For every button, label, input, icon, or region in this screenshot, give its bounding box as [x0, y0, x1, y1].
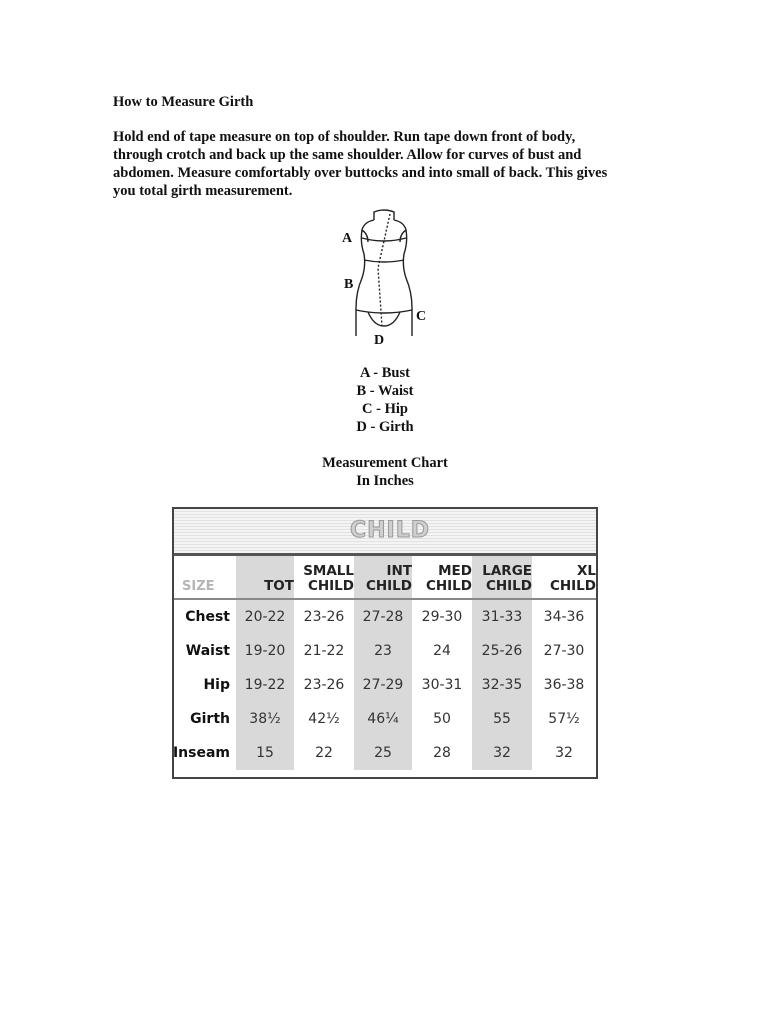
legend-item: D - Girth: [356, 419, 414, 435]
column-header: [412, 556, 472, 600]
chart-subtitle-line: In Inches: [356, 473, 414, 489]
chart-title: [0, 454, 770, 490]
table-cell: 25-26: [472, 634, 532, 668]
column-header: [236, 556, 294, 600]
table-cell: 23-26: [303, 608, 345, 625]
table-cell: 22: [315, 744, 333, 761]
row-label: Chest: [185, 608, 230, 625]
table-cell: 15: [236, 736, 294, 770]
table-cell: 29-30: [421, 608, 463, 625]
size-chart-grid: [174, 556, 596, 777]
table-cell: 32: [555, 744, 573, 761]
figure-label-a: A: [342, 231, 353, 246]
legend-item: B - Waist: [356, 383, 414, 399]
column-header-line: INT: [386, 563, 412, 579]
figure-label-b: B: [344, 277, 354, 292]
column-header-line: CHILD: [485, 578, 532, 594]
column-header: [294, 556, 354, 600]
column-header-line: LARGE: [482, 563, 532, 579]
column-header: [354, 556, 412, 600]
table-cell: 32-35: [472, 668, 532, 702]
banner-title: CHILD: [350, 518, 431, 543]
table-cell: 42½: [308, 710, 340, 727]
table-cell: 32: [472, 736, 532, 770]
size-column-label: SIZE: [174, 556, 236, 600]
dress-form-illustration: [338, 208, 430, 348]
column-header-line: CHILD: [549, 578, 596, 594]
column-header-line: MED: [438, 563, 472, 579]
instruction-line: Hold end of tape measure on top of shoulder. Run tape down front of body,: [113, 129, 576, 145]
column-header: [472, 556, 532, 600]
table-cell: 21-22: [303, 642, 345, 659]
table-cell: 19-20: [236, 634, 294, 668]
column-header-line: SMALL: [303, 563, 354, 579]
table-cell: 23-26: [303, 676, 345, 693]
table-cell: 46¼: [354, 702, 412, 736]
table-cell: 30-31: [421, 676, 463, 693]
table-cell: 57½: [548, 710, 580, 727]
column-header-line: CHILD: [365, 578, 412, 594]
table-cell: 20-22: [236, 600, 294, 634]
row-label: Hip: [203, 676, 230, 693]
size-chart-table: [172, 507, 598, 779]
column-header-line: CHILD: [425, 578, 472, 594]
instruction-line: through crotch and back up the same shoulder. Allow for curves of bust and: [113, 147, 582, 163]
table-cell: 28: [433, 744, 451, 761]
legend-item: A - Bust: [360, 365, 410, 381]
size-chart-banner: [174, 509, 596, 556]
table-cell: 23: [354, 634, 412, 668]
table-cell: 36-38: [543, 676, 585, 693]
table-cell: 31-33: [472, 600, 532, 634]
row-label: Waist: [185, 642, 230, 659]
table-cell: 27-28: [354, 600, 412, 634]
table-cell: 25: [354, 736, 412, 770]
figure-label-d: D: [374, 333, 385, 348]
column-header: [532, 556, 596, 600]
instructions-paragraph: [113, 128, 653, 200]
legend-item: C - Hip: [362, 401, 408, 417]
column-header-line: XL: [576, 563, 596, 579]
figure-label-c: C: [416, 309, 427, 324]
table-cell: 27-29: [354, 668, 412, 702]
table-cell: 27-30: [543, 642, 585, 659]
row-label: Inseam: [172, 744, 230, 761]
table-cell: 50: [433, 710, 451, 727]
table-cell: 24: [433, 642, 451, 659]
measurement-legend: [0, 364, 770, 436]
table-cell: 55: [472, 702, 532, 736]
column-header-line: TOT: [264, 578, 294, 594]
dress-form-figure: [338, 208, 430, 348]
page-heading: How to Measure Girth: [113, 94, 254, 110]
table-cell: 19-22: [236, 668, 294, 702]
column-header-line: CHILD: [307, 578, 354, 594]
row-label: Girth: [190, 710, 230, 727]
table-cell: 38½: [236, 702, 294, 736]
chart-title-line: Measurement Chart: [322, 455, 448, 471]
instruction-line: you total girth measurement.: [113, 183, 293, 199]
instruction-line: abdomen. Measure comfortably over buttocks and into small of back. This gives: [113, 165, 608, 181]
table-cell: 34-36: [543, 608, 585, 625]
